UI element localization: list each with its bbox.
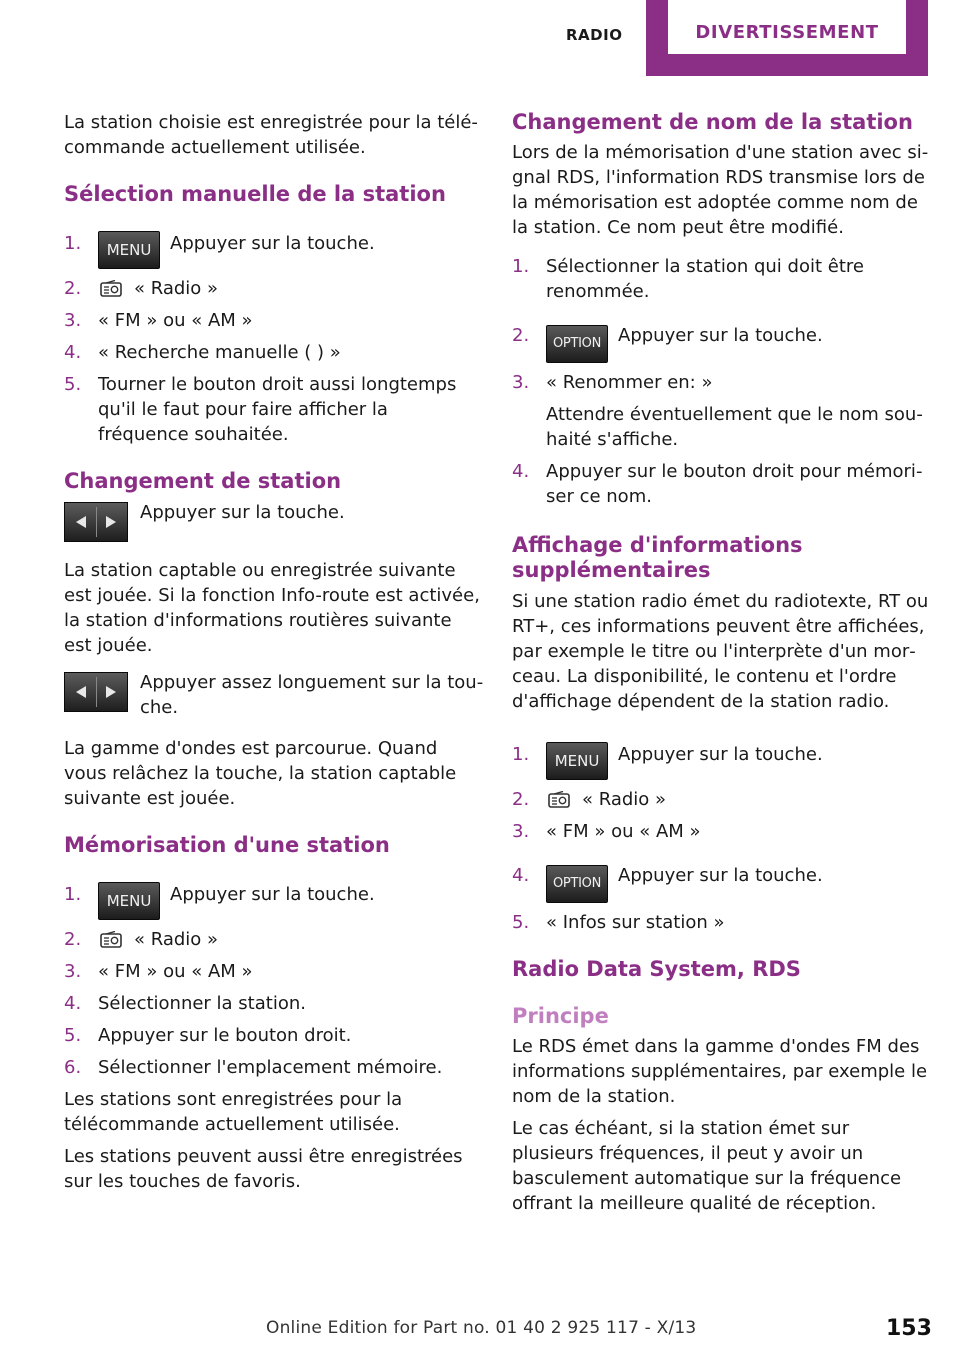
list-item: 4. OPTION Appuyer sur la touche. xyxy=(512,851,932,903)
list-item: 3. « FM » ou « AM » xyxy=(64,961,253,982)
seek-buttons-icon xyxy=(64,672,128,712)
option-button-icon: OPTION xyxy=(546,865,608,903)
list-item: 4. « Recherche manuelle ( ) » xyxy=(64,342,341,363)
list-item: 2. « Radio » xyxy=(64,278,219,299)
seek-buttons-icon xyxy=(64,502,128,542)
change-paragraph-2: La gamme d'ondes est parcourue. Quand vous relâchez la touche, la station captable suivante est jouée. xyxy=(64,738,457,809)
subheading-principle: Principe xyxy=(512,1004,609,1028)
heading-change-station: Changement de station xyxy=(64,469,342,493)
memorize-steps xyxy=(64,870,484,1080)
radio-icon xyxy=(100,280,122,297)
list-item: 4. Sélectionner la station. xyxy=(64,993,306,1014)
page-number: 153 xyxy=(886,1316,932,1341)
radio-icon xyxy=(548,791,570,808)
list-item: 1. MENU Appuyer sur la touche. xyxy=(512,730,932,780)
memorize-paragraph-1: Les stations sont enregistrées pour la télécommande actuellement utilisée. xyxy=(64,1089,403,1135)
list-item: 2. « Radio » xyxy=(512,789,667,810)
left-column xyxy=(64,110,484,1201)
radio-icon xyxy=(100,931,122,948)
list-item: 5. « Infos sur station » xyxy=(512,912,725,933)
seek-long-instruction: Appuyer assez longuement sur la touche. xyxy=(64,670,484,720)
rename-intro: Lors de la mémorisation d'une station avec signal RDS, l'information RDS transmise lors de la mémorisation est adoptée comme nom de la station. Ce nom peut être modifié. xyxy=(512,142,929,238)
chapter-tab xyxy=(646,0,928,76)
list-item: 6. Sélectionner l'emplacement mémoire. xyxy=(64,1057,443,1078)
section-label: RADIO xyxy=(566,26,623,44)
list-item: 4. Appuyer sur le bouton droit pour mémoriser ce nom. xyxy=(512,461,923,507)
menu-button-icon: MENU xyxy=(98,882,160,920)
memorize-paragraph-2: Les stations peuvent aussi être enregistrées sur les touches de favoris. xyxy=(64,1146,463,1192)
heading-memorize-station: Mémorisation d'une station xyxy=(64,833,390,857)
list-item: 1. MENU Appuyer sur la touche. xyxy=(64,219,484,269)
rename-steps xyxy=(512,254,932,509)
list-item: 1. Sélectionner la station qui doit être renommée. xyxy=(512,256,864,302)
edition-footer: Online Edition for Part no. 01 40 2 925 117 - X/13 xyxy=(266,1318,697,1338)
list-item: 5. Tourner le bouton droit aussi longtemps qu'il le faut pour faire afficher la fréquence souhaitée. xyxy=(64,374,457,445)
menu-button-icon: MENU xyxy=(98,231,160,269)
heading-additional-info: Affichage d'informations supplémentaires xyxy=(512,533,803,582)
menu-button-icon: MENU xyxy=(546,742,608,780)
chapter-label: DIVERTISSEMENT xyxy=(695,22,879,43)
additional-info-intro: Si une station radio émet du radiotexte, RT ou RT+, ces informations peuvent être affichées, par exemple le titre ou l'interprète d'un morceau. La disponibilité, le contenu et l'ordre d'affichage dépendent de la station radio. xyxy=(512,591,929,712)
heading-manual-selection: Sélection manuelle de la station xyxy=(64,182,446,206)
list-item: 5. Appuyer sur le bouton droit. xyxy=(64,1025,352,1046)
list-item: 3. « FM » ou « AM » xyxy=(64,310,253,331)
rds-paragraph-1: Le RDS émet dans la gamme d'ondes FM des informations supplémentaires, par exemple le nom de la station. xyxy=(512,1036,928,1107)
list-item: 3. « Renommer en: » Attendre éventuellement que le nom souhaité s'affiche. xyxy=(512,372,923,450)
list-item: 2. OPTION Appuyer sur la touche. xyxy=(512,311,932,363)
list-item: 2. « Radio » xyxy=(64,929,219,950)
rds-paragraph-2: Le cas échéant, si la station émet sur plusieurs fréquences, il peut y avoir un basculement automatique sur la fréquence offrant la meilleure qualité de réception. xyxy=(512,1118,902,1214)
additional-info-steps xyxy=(512,730,932,935)
heading-rds: Radio Data System, RDS xyxy=(512,957,801,981)
right-column xyxy=(512,110,932,1223)
section-tab-radio xyxy=(540,0,646,76)
seek-instruction: Appuyer sur la touche. xyxy=(64,500,484,544)
intro-paragraph: La station choisie est enregistrée pour la télécommande actuellement utilisée. xyxy=(64,112,478,158)
manual-steps xyxy=(64,219,484,447)
heading-rename-station: Changement de nom de la station xyxy=(512,110,913,134)
list-item: 3. « FM » ou « AM » xyxy=(512,821,701,842)
option-button-icon: OPTION xyxy=(546,325,608,363)
list-item: 1. MENU Appuyer sur la touche. xyxy=(64,870,484,920)
change-paragraph-1: La station captable ou enregistrée suivante est jouée. Si la fonction Info-route est activée, la station d'informations routières suivante est jouée. xyxy=(64,560,480,656)
